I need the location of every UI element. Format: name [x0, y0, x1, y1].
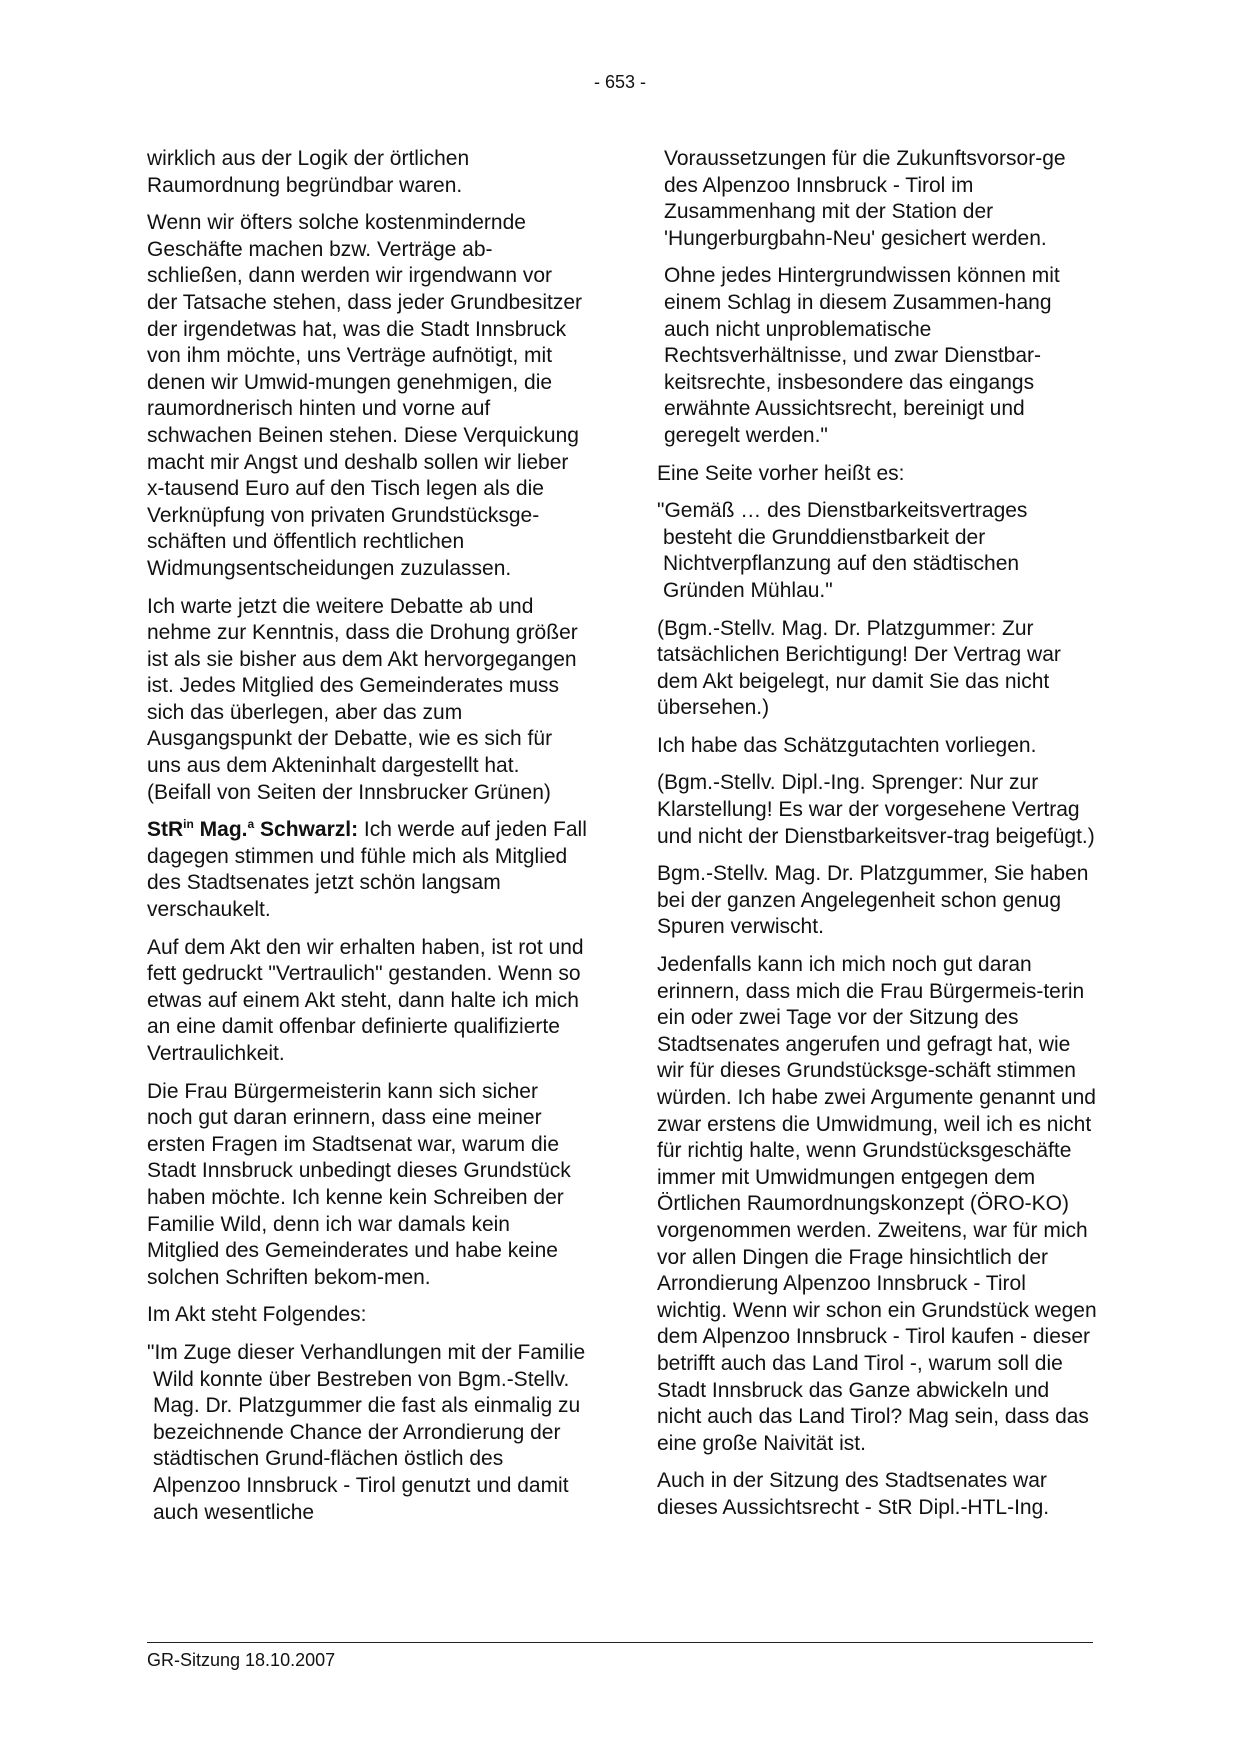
interjection-paragraph: (Bgm.-Stellv. Mag. Dr. Platzgummer: Zur tatsächlichen Berichtigung! Der Vertrag war dem Akt beigelegt, nur damit Sie das nicht übersehen.) — [657, 616, 1061, 720]
paragraph: Die Frau Bürgermeisterin kann sich sicher noch gut daran erinnern, dass eine meiner ersten Fragen im Stadtsenat war, warum die Stadt Innsbruck unbedingt dieses Grundstück haben möchte. Ich kenne kein Schreiben der Familie Wild, denn ich war damals kein Mitglied des Gemeinderates und habe keine solchen Schriften bekom-men. — [147, 1079, 571, 1289]
paragraph: Auf dem Akt den wir erhalten haben, ist rot und fett gedruckt "Vertraulich" gestanden. Wenn so etwas auf einem Akt steht, dann halte ich mich an eine damit offenbar definierte qualifizierte Vertraulichkeit. — [147, 935, 584, 1065]
speaker-paragraph — [147, 817, 587, 923]
left-column — [147, 146, 587, 1537]
paragraph: wirklich aus der Logik der örtlichen Raumordnung begründbar waren. — [147, 147, 470, 197]
interjection-paragraph: (Bgm.-Stellv. Dipl.-Ing. Sprenger: Nur zur Klarstellung! Es war der vorgesehene Vertrag und nicht der Dienstbarkeitsver-trag beigefügt.) — [657, 771, 1095, 848]
paragraph: Auch in der Sitzung des Stadtsenates war dieses Aussichtsrecht - StR Dipl.-HTL-Ing. — [657, 1469, 1050, 1519]
right-column — [657, 146, 1097, 1533]
quote-paragraph: Ohne jedes Hintergrundwissen können mit einem Schlag in diesem Zusammen-hang auch nicht unproblematische Rechtsverhältnisse, und zwar Dienstbar-keitsrechte, insbesondere das eingangs erwähnte Aussichtsrecht, bereinigt und geregelt werden." — [664, 264, 1060, 447]
quote-paragraph: "Im Zuge dieser Verhandlungen mit der Familie Wild konnte über Bestreben von Bgm.-Stellv. Mag. Dr. Platzgummer die fast als einmalig zu bezeichnende Chance der Arrondierung der städtischen Grund-flächen östlich des Alpenzoo Innsbruck - Tirol genutzt und damit auch wesentliche — [147, 1340, 586, 1524]
paragraph: Wenn wir öfters solche kostenmindernde Geschäfte machen bzw. Verträge ab-schließen, dann werden wir irgendwann vor der Tatsache stehen, dass jeder Grundbesitzer der irgendetwas hat, was die Stadt Innsbruck von ihm möchte, uns Verträge aufnötigt, mit denen wir Umwid-mungen genehmigen, die raumordnerisch hinten und vorne auf schwachen Beinen stehen. Diese Verquickung macht mir Angst und deshalb sollen wir lieber x-tausend Euro auf den Tisch legen als die Verknüpfung von privaten Grundstücksge-schäften und öffentlich rechtlichen Widmungsentscheidungen zuzulassen. — [147, 211, 583, 580]
speaker-name: StR$^{in}$ Mag.$^a$ Schwarzl: — [147, 817, 359, 842]
page-number: - 653 - — [593, 72, 647, 92]
paragraph: Eine Seite vorher heißt es: — [657, 461, 905, 485]
quote-paragraph: Voraussetzungen für die Zukunftsvorsor-ge des Alpenzoo Innsbruck - Tirol im Zusammenhang mit der Station der 'Hungerburgbahn-Neu' gesichert werden. — [664, 147, 1066, 250]
quote-paragraph: "Gemäß … des Dienstbarkeitsvertrages besteht die Grunddienstbarkeit der Nichtverpflanzung auf den städtischen Gründen Mühlau." — [657, 499, 1028, 602]
speaker-text: Ich werde auf jeden Fall dagegen stimmen und fühle mich als Mitglied des Stadtsenates jetzt schön langsam verschaukelt. — [147, 818, 587, 922]
paragraph: Ich habe das Schätzgutachten vorliegen. — [657, 733, 1037, 757]
paragraph: Jedenfalls kann ich mich noch gut daran erinnern, dass mich die Frau Bürgermeis-terin ein oder zwei Tage vor der Sitzung des Stadtsenates angerufen und gefragt hat, wie wir für dieses Grundstücksge-schäft stimmen würden. Ich habe zwei Argumente genannt und zwar erstens die Umwidmung, weil ich es nicht für richtig halte, wenn Grundstücksgeschäfte immer mit Umwidmungen entgegen dem Örtlichen Raumordnungskonzept (ÖRO-KO) vorgenommen werden. Zweitens, war für mich vor allen Dingen die Frage hinsichtlich der Arrondierung Alpenzoo Innsbruck - Tirol wichtig. Wenn wir schon ein Grundstück wegen dem Alpenzoo Innsbruck - Tirol kaufen - dieser betrifft auch das Land Tirol -, warum soll die Stadt Innsbruck das Ganze abwickeln und nicht auch das Land Tirol? Mag sein, dass das eine große Naivität ist. — [657, 953, 1097, 1455]
paragraph: Bgm.-Stellv. Mag. Dr. Platzgummer, Sie haben bei der ganzen Angelegenheit schon genug Spuren verwischt. — [657, 862, 1089, 939]
footer-text: GR-Sitzung 18.10.2007 — [147, 1650, 336, 1670]
paragraph: Im Akt steht Folgendes: — [147, 1303, 367, 1327]
footer-divider — [147, 1642, 1093, 1643]
paragraph: Ich warte jetzt die weitere Debatte ab und nehme zur Kenntnis, dass die Drohung größer ist als sie bisher aus dem Akt hervorgegangen ist. Jedes Mitglied des Gemeinderates muss sich das überlegen, aber das zum Ausgangspunkt der Debatte, wie es sich für uns aus dem Akteninhalt dargestellt hat. (Beifall von Seiten der Innsbrucker Grünen) — [147, 594, 578, 804]
